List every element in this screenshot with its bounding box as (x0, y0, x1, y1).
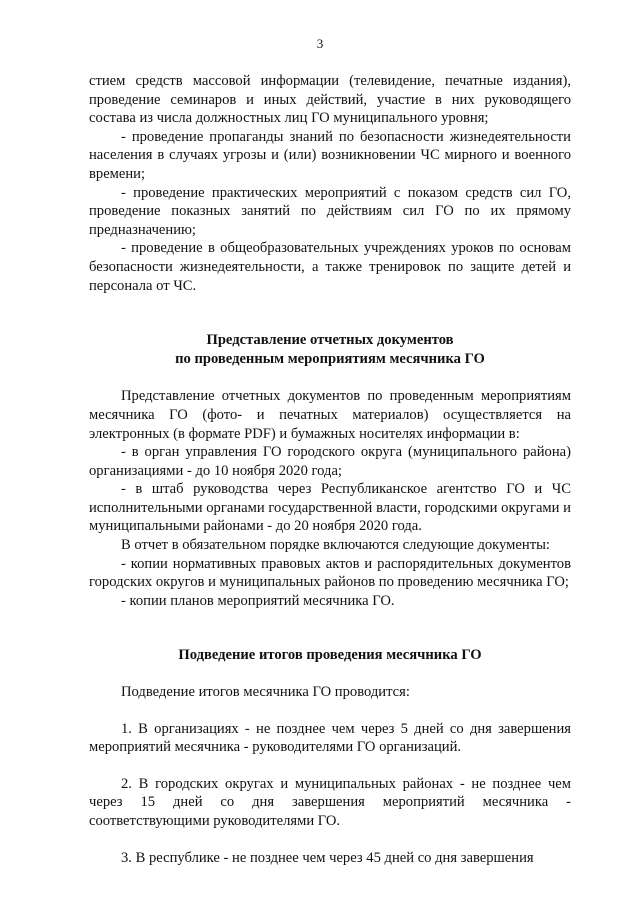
numbered-item: 2. В городских округах и муниципальных районах - не позднее чем через 15 дней со дня завершения мероприятий месячника - соответствующими руководителями ГО. (89, 775, 571, 829)
list-item: - в орган управления ГО городского округа (муниципального района) организациями - до 10 ноября 2020 года; (89, 444, 571, 479)
list-item: - копии нормативных правовых актов и распорядительных документов городских округов и муниципальных районов по проведению месячника ГО; (89, 555, 571, 591)
section-heading (89, 331, 571, 368)
paragraph: В отчет в обязательном порядке включаются следующие документы: (121, 537, 550, 554)
list-item: - проведение пропаганды знаний по безопасности жизнедеятельности населения в случаях угрозы и (или) возникновении ЧС мирного и военного времени; (89, 128, 571, 182)
list-item: - в штаб руководства через Республиканское агентство ГО и ЧС исполнительными органами государственной власти, городскими округами и муниципальными районами - до 20 ноября 2020 года. (89, 481, 571, 535)
list-item: - копии планов мероприятий месячника ГО. (121, 592, 395, 609)
paragraph: Представление отчетных документов по проведенным мероприятиям месячника ГО (фото- и печатных материалов) осуществляется на электронных (в формате PDF) и бумажных носителях информации в: (89, 388, 571, 442)
section-heading-line2: по проведенным мероприятиям месячника ГО (175, 350, 485, 367)
section-heading-line1: Представление отчетных документов (206, 332, 454, 349)
list-item: - проведение практических мероприятий с показом средств сил ГО, проведение показных занятий по действиям сил ГО по их прямому предназначению; (89, 184, 571, 238)
numbered-item: 1. В организациях - не позднее чем через 5 дней со дня завершения мероприятий месячника - руководителями ГО организаций. (89, 720, 571, 756)
page-content (89, 72, 571, 867)
page-number: 3 (316, 36, 324, 51)
paragraph: Подведение итогов месячника ГО проводится: (121, 684, 410, 701)
paragraph: стием средств массовой информации (телевидение, печатные издания), проведение семинаров и иных действий, участие в них руководящего состава из числа должностных лиц ГО муниципального уровня; (89, 73, 571, 127)
list-item: - проведение в общеобразовательных учреждениях уроков по основам безопасности жизнедеятельности, а также тренировок по защите детей и персонала от ЧС. (89, 240, 571, 294)
numbered-item: 3. В республике - не позднее чем через 45 дней со дня завершения (121, 849, 534, 866)
section-heading: Подведение итогов проведения месячника ГО (178, 647, 482, 664)
